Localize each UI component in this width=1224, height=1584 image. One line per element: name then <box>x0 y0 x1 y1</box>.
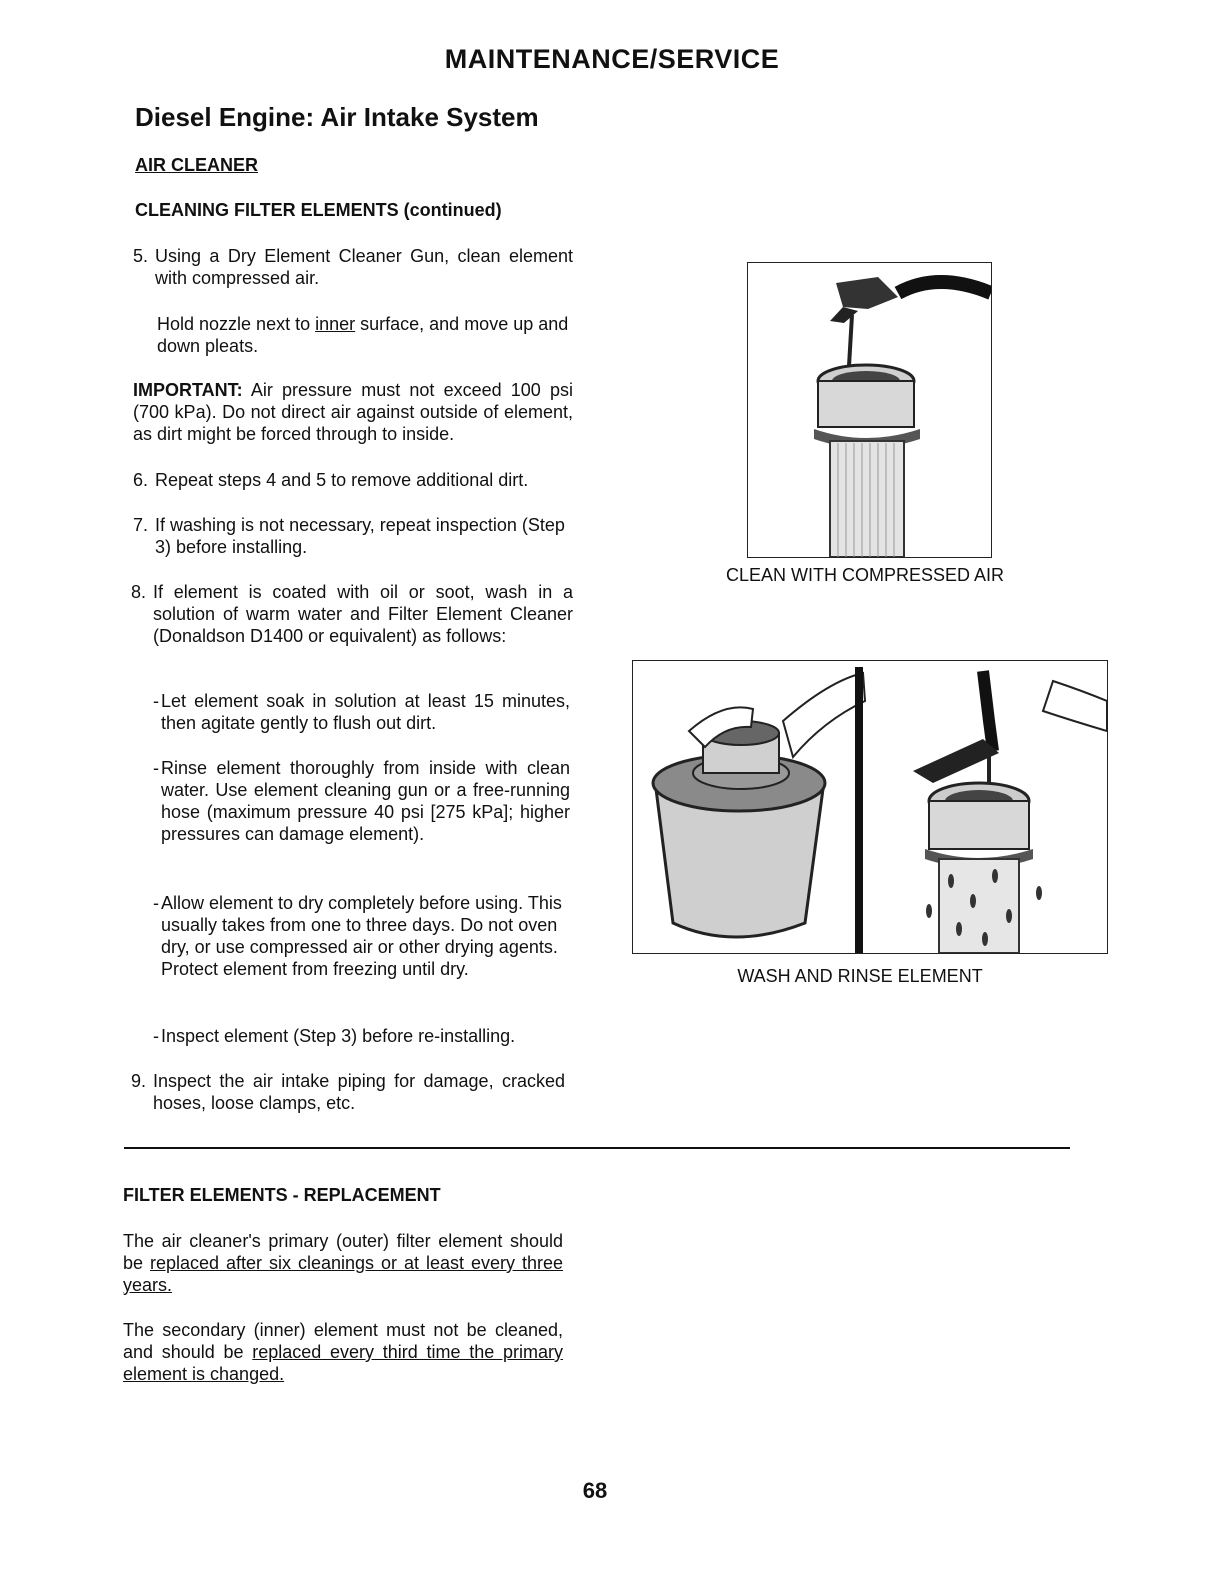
replacement-p1-text: The air cleaner's primary (outer) filter element should be <box>123 1231 563 1273</box>
step-8-sub-3-text: Allow element to dry completely before using. This usually takes from one to three days. Do not oven dry, or use compressed air or other drying agents. Protect element from freezing until dry. <box>161 893 562 979</box>
important-note <box>133 379 573 445</box>
section-divider <box>124 1147 1070 1149</box>
important-text: Air pressure must not exceed 100 psi (700 kPa). Do not direct air against outside of element, as dirt might be forced through to inside. <box>133 380 573 444</box>
step-5-detail-rest: surface, and move up and down pleats. <box>157 314 569 356</box>
air-cleaner-heading: AIR CLEANER <box>135 155 259 175</box>
step-8-sub-2 <box>153 757 570 845</box>
step-5-text: Using a Dry Element Cleaner Gun, clean element with compressed air. <box>155 246 573 288</box>
step-8-text: If element is coated with oil or soot, wash in a solution of warm water and Filter Element Cleaner (Donaldson D1400 or equivalent) as follows: <box>153 582 573 646</box>
important-label: IMPORTANT: <box>133 380 243 400</box>
step-6-number: 6. <box>133 470 149 490</box>
step-7-number: 7. <box>133 515 149 535</box>
step-9-number: 9. <box>131 1071 147 1091</box>
replacement-paragraph-2 <box>123 1319 563 1385</box>
step-8-sub-2-text: Rinse element thoroughly from inside with clean water. Use element cleaning gun or a free-running hose (maximum pressure 40 psi [275 kPa]; higher pressures can damage element). <box>161 758 570 844</box>
page-number: 68 <box>582 1478 608 1503</box>
step-8-sub-4-text: Inspect element (Step 3) before re-installing. <box>161 1026 516 1046</box>
step-7-text: If washing is not necessary, repeat inspection (Step 3) before installing. <box>155 515 565 557</box>
step-8 <box>131 581 573 647</box>
step-5-detail <box>157 313 575 357</box>
sub-dash: - <box>153 758 159 778</box>
sub-dash: - <box>153 1026 159 1046</box>
figure-clean-compressed-air <box>747 262 992 558</box>
figure-wash-rinse <box>632 660 1108 954</box>
step-8-sub-3 <box>153 892 573 980</box>
step-5-number: 5. <box>133 246 149 266</box>
replacement-p2-text: The secondary (inner) element must not be cleaned, and should be <box>123 1320 563 1362</box>
replacement-heading: FILTER ELEMENTS - REPLACEMENT <box>123 1185 441 1205</box>
sub-dash: - <box>153 893 159 913</box>
replacement-p1-emphasis: replaced after six cleanings or at least every three years. <box>123 1253 563 1295</box>
wash-rinse-illustration <box>633 661 1107 953</box>
step-8-sub-1-text: Let element soak in solution at least 15 minutes, then agitate gently to flush out dirt. <box>161 691 570 733</box>
sub-dash: - <box>153 691 159 711</box>
step-5-detail-emphasis: inner <box>315 314 356 334</box>
step-7 <box>133 514 578 558</box>
step-6 <box>133 469 578 491</box>
step-5 <box>133 245 573 289</box>
step-6-text: Repeat steps 4 and 5 to remove additional dirt. <box>155 470 529 490</box>
step-8-sub-1 <box>153 690 570 734</box>
page-title: Diesel Engine: Air Intake System <box>135 102 539 132</box>
figure-1-caption: CLEAN WITH COMPRESSED AIR <box>725 565 1005 585</box>
replacement-paragraph-1 <box>123 1230 563 1296</box>
step-9-text: Inspect the air intake piping for damage, cracked hoses, loose clamps, etc. <box>153 1071 565 1113</box>
replacement-p2-emphasis: replaced every third time the primary element is changed. <box>123 1342 563 1384</box>
cleaning-heading: CLEANING FILTER ELEMENTS (continued) <box>135 200 502 220</box>
figure-2-caption: WASH AND RINSE ELEMENT <box>737 966 983 986</box>
page-header: MAINTENANCE/SERVICE <box>444 44 780 74</box>
step-5-detail-text: Hold nozzle next to <box>157 314 316 334</box>
air-gun-filter-illustration <box>748 263 991 557</box>
step-8-sub-4 <box>153 1025 573 1047</box>
step-9 <box>131 1070 565 1114</box>
step-8-number: 8. <box>131 582 147 602</box>
